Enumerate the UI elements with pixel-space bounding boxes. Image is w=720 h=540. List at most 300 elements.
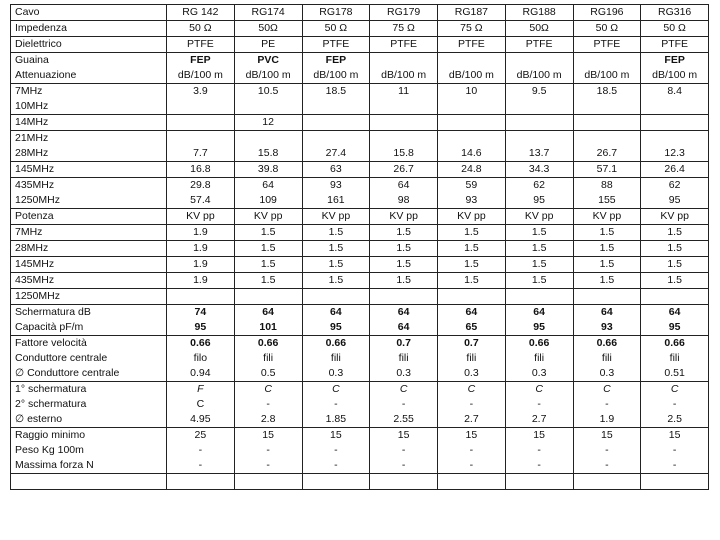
- value-cell: [167, 99, 235, 115]
- row-label: Potenza: [11, 209, 167, 225]
- value-cell: -: [370, 443, 438, 458]
- value-cell: [370, 131, 438, 147]
- value-cell: 2.55: [370, 412, 438, 428]
- value-cell: 24.8: [438, 162, 506, 178]
- value-cell: 1.5: [641, 273, 709, 289]
- value-cell: KV pp: [167, 209, 235, 225]
- row-label: Massima forza N: [11, 458, 167, 474]
- value-cell: [641, 99, 709, 115]
- value-cell: 1.5: [573, 273, 641, 289]
- row-label: 2° schermatura: [11, 397, 167, 412]
- value-cell: [573, 289, 641, 305]
- value-cell: 1.5: [234, 257, 302, 273]
- value-cell: -: [234, 458, 302, 474]
- value-cell: 15.8: [234, 146, 302, 162]
- table-row: [11, 162, 709, 178]
- table-row: [11, 115, 709, 131]
- header-cable: RG178: [302, 5, 370, 21]
- header-cable: RG187: [438, 5, 506, 21]
- value-cell: [234, 99, 302, 115]
- table-row: [11, 397, 709, 412]
- row-label: 28MHz: [11, 146, 167, 162]
- value-cell: [167, 289, 235, 305]
- value-cell: 1.5: [573, 225, 641, 241]
- value-cell: 88: [573, 178, 641, 194]
- value-cell: 1.5: [302, 257, 370, 273]
- table-row: [11, 257, 709, 273]
- value-cell: 1.5: [505, 257, 573, 273]
- value-cell: KV pp: [573, 209, 641, 225]
- value-cell: 95: [505, 320, 573, 336]
- value-cell: 3.9: [167, 84, 235, 100]
- value-cell: -: [438, 458, 506, 474]
- row-label: Schermatura dB: [11, 305, 167, 321]
- value-cell: 1.5: [438, 241, 506, 257]
- value-cell: 57.1: [573, 162, 641, 178]
- cable-specs-table: [10, 4, 709, 490]
- table-row: [11, 99, 709, 115]
- value-cell: dB/100 m: [370, 68, 438, 84]
- value-cell: 101: [234, 320, 302, 336]
- value-cell: 95: [641, 193, 709, 209]
- value-cell: [438, 53, 506, 69]
- value-cell: 14.6: [438, 146, 506, 162]
- value-cell: 57.4: [167, 193, 235, 209]
- row-label: 435MHz: [11, 178, 167, 194]
- table-row: [11, 146, 709, 162]
- value-cell: 0.5: [234, 366, 302, 382]
- header-cable: RG174: [234, 5, 302, 21]
- value-cell: KV pp: [302, 209, 370, 225]
- value-cell: -: [641, 397, 709, 412]
- value-cell: dB/100 m: [438, 68, 506, 84]
- value-cell: 0.3: [505, 366, 573, 382]
- value-cell: 64: [505, 305, 573, 321]
- value-cell: -: [438, 397, 506, 412]
- value-cell: 0.51: [641, 366, 709, 382]
- value-cell: 1.5: [302, 225, 370, 241]
- value-cell: KV pp: [641, 209, 709, 225]
- table-row: [11, 131, 709, 147]
- row-label: Raggio minimo: [11, 428, 167, 444]
- row-label: 7MHz: [11, 84, 167, 100]
- value-cell: fili: [438, 351, 506, 366]
- value-cell: fili: [641, 351, 709, 366]
- value-cell: 1.5: [573, 257, 641, 273]
- value-cell: 18.5: [573, 84, 641, 100]
- value-cell: PTFE: [438, 37, 506, 53]
- table-row: [11, 273, 709, 289]
- value-cell: -: [505, 458, 573, 474]
- value-cell: 0.7: [438, 336, 506, 352]
- table-row: [11, 37, 709, 53]
- value-cell: 95: [641, 320, 709, 336]
- row-label: 7MHz: [11, 225, 167, 241]
- row-label: Impedenza: [11, 21, 167, 37]
- table-row: [11, 412, 709, 428]
- value-cell: 26.7: [573, 146, 641, 162]
- value-cell: -: [302, 443, 370, 458]
- value-cell: [573, 53, 641, 69]
- value-cell: [234, 131, 302, 147]
- value-cell: 64: [573, 305, 641, 321]
- value-cell: 0.66: [573, 336, 641, 352]
- value-cell: [641, 131, 709, 147]
- value-cell: [370, 53, 438, 69]
- value-cell: [370, 115, 438, 131]
- value-cell: 1.9: [167, 257, 235, 273]
- value-cell: 109: [234, 193, 302, 209]
- value-cell: -: [370, 397, 438, 412]
- row-label: 1250MHz: [11, 289, 167, 305]
- value-cell: 10.5: [234, 84, 302, 100]
- row-label: 1° schermatura: [11, 382, 167, 398]
- value-cell: 0.3: [302, 366, 370, 382]
- value-cell: 1.5: [641, 241, 709, 257]
- value-cell: C: [167, 397, 235, 412]
- value-cell: 34.3: [505, 162, 573, 178]
- value-cell: 1.5: [505, 241, 573, 257]
- value-cell: 2.7: [505, 412, 573, 428]
- value-cell: 0.66: [302, 336, 370, 352]
- value-cell: 1.5: [370, 273, 438, 289]
- table-row: [11, 366, 709, 382]
- value-cell: 50 Ω: [167, 21, 235, 37]
- value-cell: fili: [234, 351, 302, 366]
- value-cell: [370, 474, 438, 490]
- value-cell: 98: [370, 193, 438, 209]
- value-cell: [167, 131, 235, 147]
- value-cell: -: [641, 443, 709, 458]
- value-cell: -: [438, 443, 506, 458]
- table-row: [11, 443, 709, 458]
- value-cell: [234, 289, 302, 305]
- value-cell: [370, 289, 438, 305]
- value-cell: 1.9: [167, 241, 235, 257]
- value-cell: 62: [641, 178, 709, 194]
- value-cell: 93: [573, 320, 641, 336]
- table-row: [11, 305, 709, 321]
- value-cell: 0.3: [438, 366, 506, 382]
- value-cell: [573, 474, 641, 490]
- value-cell: 18.5: [302, 84, 370, 100]
- value-cell: 16.8: [167, 162, 235, 178]
- value-cell: 1.5: [234, 225, 302, 241]
- value-cell: 50 Ω: [641, 21, 709, 37]
- row-label: 145MHz: [11, 162, 167, 178]
- value-cell: 12: [234, 115, 302, 131]
- value-cell: 0.3: [370, 366, 438, 382]
- value-cell: 2.7: [438, 412, 506, 428]
- value-cell: 64: [234, 305, 302, 321]
- value-cell: dB/100 m: [234, 68, 302, 84]
- value-cell: -: [505, 443, 573, 458]
- row-label: Attenuazione: [11, 68, 167, 84]
- table-row: [11, 209, 709, 225]
- value-cell: [302, 131, 370, 147]
- value-cell: dB/100 m: [505, 68, 573, 84]
- value-cell: -: [302, 397, 370, 412]
- value-cell: -: [573, 458, 641, 474]
- value-cell: 95: [167, 320, 235, 336]
- value-cell: 9.5: [505, 84, 573, 100]
- table-row: [11, 84, 709, 100]
- value-cell: 64: [370, 305, 438, 321]
- header-cable: RG188: [505, 5, 573, 21]
- value-cell: filo: [167, 351, 235, 366]
- value-cell: [167, 474, 235, 490]
- value-cell: [438, 115, 506, 131]
- value-cell: C: [370, 382, 438, 398]
- value-cell: 0.3: [573, 366, 641, 382]
- value-cell: 95: [505, 193, 573, 209]
- value-cell: 64: [370, 320, 438, 336]
- value-cell: 1.5: [505, 273, 573, 289]
- value-cell: 50Ω: [234, 21, 302, 37]
- value-cell: 2.8: [234, 412, 302, 428]
- value-cell: KV pp: [370, 209, 438, 225]
- value-cell: KV pp: [505, 209, 573, 225]
- value-cell: 15: [302, 428, 370, 444]
- value-cell: 1.9: [167, 273, 235, 289]
- value-cell: -: [573, 397, 641, 412]
- value-cell: 13.7: [505, 146, 573, 162]
- value-cell: C: [438, 382, 506, 398]
- value-cell: C: [234, 382, 302, 398]
- value-cell: 155: [573, 193, 641, 209]
- value-cell: [573, 131, 641, 147]
- value-cell: [505, 53, 573, 69]
- value-cell: 1.5: [505, 225, 573, 241]
- row-label: 21MHz: [11, 131, 167, 147]
- table-row: [11, 178, 709, 194]
- value-cell: 0.7: [370, 336, 438, 352]
- table-row: [11, 458, 709, 474]
- row-label: Fattore velocità: [11, 336, 167, 352]
- value-cell: -: [641, 458, 709, 474]
- value-cell: [438, 131, 506, 147]
- value-cell: 50 Ω: [573, 21, 641, 37]
- value-cell: 1.5: [438, 257, 506, 273]
- value-cell: 1.9: [573, 412, 641, 428]
- value-cell: PTFE: [302, 37, 370, 53]
- value-cell: 0.66: [641, 336, 709, 352]
- value-cell: dB/100 m: [167, 68, 235, 84]
- value-cell: F: [167, 382, 235, 398]
- value-cell: 15: [370, 428, 438, 444]
- value-cell: KV pp: [234, 209, 302, 225]
- table-body: [11, 5, 709, 490]
- value-cell: 63: [302, 162, 370, 178]
- value-cell: [302, 474, 370, 490]
- value-cell: -: [167, 443, 235, 458]
- value-cell: C: [505, 382, 573, 398]
- value-cell: dB/100 m: [573, 68, 641, 84]
- value-cell: [302, 115, 370, 131]
- value-cell: 29.8: [167, 178, 235, 194]
- value-cell: -: [234, 397, 302, 412]
- value-cell: -: [302, 458, 370, 474]
- header-cable: RG 142: [167, 5, 235, 21]
- table-row: [11, 289, 709, 305]
- value-cell: 15: [438, 428, 506, 444]
- value-cell: dB/100 m: [302, 68, 370, 84]
- value-cell: 0.94: [167, 366, 235, 382]
- value-cell: fili: [370, 351, 438, 366]
- value-cell: -: [370, 458, 438, 474]
- value-cell: 1.5: [641, 257, 709, 273]
- value-cell: [167, 115, 235, 131]
- row-label: 145MHz: [11, 257, 167, 273]
- value-cell: fili: [505, 351, 573, 366]
- value-cell: 8.4: [641, 84, 709, 100]
- value-cell: [641, 115, 709, 131]
- value-cell: C: [641, 382, 709, 398]
- row-label: Peso Kg 100m: [11, 443, 167, 458]
- value-cell: PTFE: [167, 37, 235, 53]
- row-label: Capacità pF/m: [11, 320, 167, 336]
- table-row: [11, 68, 709, 84]
- table-row: [11, 351, 709, 366]
- value-cell: 64: [438, 305, 506, 321]
- value-cell: 10: [438, 84, 506, 100]
- value-cell: C: [302, 382, 370, 398]
- row-label: ∅ Conduttore centrale: [11, 366, 167, 382]
- value-cell: [641, 474, 709, 490]
- value-cell: [505, 99, 573, 115]
- value-cell: 1.5: [641, 225, 709, 241]
- value-cell: 50 Ω: [302, 21, 370, 37]
- table-row: [11, 428, 709, 444]
- value-cell: [505, 131, 573, 147]
- value-cell: -: [167, 458, 235, 474]
- value-cell: FEP: [167, 53, 235, 69]
- value-cell: 1.5: [438, 273, 506, 289]
- value-cell: 26.7: [370, 162, 438, 178]
- value-cell: 93: [302, 178, 370, 194]
- value-cell: 12.3: [641, 146, 709, 162]
- value-cell: 26.4: [641, 162, 709, 178]
- header-cable: RG316: [641, 5, 709, 21]
- table-row: [11, 474, 709, 490]
- value-cell: PVC: [234, 53, 302, 69]
- row-label: Dielettrico: [11, 37, 167, 53]
- row-label: Conduttore centrale: [11, 351, 167, 366]
- header-label: Cavo: [11, 5, 167, 21]
- value-cell: 1.5: [234, 241, 302, 257]
- value-cell: [234, 474, 302, 490]
- value-cell: 15: [234, 428, 302, 444]
- value-cell: 50Ω: [505, 21, 573, 37]
- value-cell: 65: [438, 320, 506, 336]
- value-cell: 1.85: [302, 412, 370, 428]
- value-cell: [370, 99, 438, 115]
- value-cell: FEP: [641, 53, 709, 69]
- value-cell: 15: [505, 428, 573, 444]
- value-cell: 1.5: [370, 257, 438, 273]
- value-cell: PTFE: [573, 37, 641, 53]
- value-cell: 75 Ω: [438, 21, 506, 37]
- value-cell: C: [573, 382, 641, 398]
- value-cell: -: [573, 443, 641, 458]
- value-cell: 64: [234, 178, 302, 194]
- value-cell: [505, 474, 573, 490]
- value-cell: [573, 99, 641, 115]
- value-cell: 1.5: [302, 273, 370, 289]
- value-cell: 93: [438, 193, 506, 209]
- value-cell: 64: [641, 305, 709, 321]
- value-cell: fili: [302, 351, 370, 366]
- value-cell: [505, 289, 573, 305]
- row-label: 1250MHz: [11, 193, 167, 209]
- value-cell: [641, 289, 709, 305]
- value-cell: 1.5: [573, 241, 641, 257]
- value-cell: 0.66: [167, 336, 235, 352]
- value-cell: PTFE: [370, 37, 438, 53]
- table-row: [11, 241, 709, 257]
- value-cell: 59: [438, 178, 506, 194]
- value-cell: [302, 99, 370, 115]
- value-cell: 1.5: [234, 273, 302, 289]
- row-label: 435MHz: [11, 273, 167, 289]
- value-cell: 161: [302, 193, 370, 209]
- row-label: ∅ esterno: [11, 412, 167, 428]
- header-row: [11, 5, 709, 21]
- value-cell: -: [234, 443, 302, 458]
- header-cable: RG179: [370, 5, 438, 21]
- value-cell: 27.4: [302, 146, 370, 162]
- table-row: [11, 53, 709, 69]
- row-label: 28MHz: [11, 241, 167, 257]
- value-cell: 62: [505, 178, 573, 194]
- value-cell: 95: [302, 320, 370, 336]
- value-cell: 25: [167, 428, 235, 444]
- value-cell: [302, 289, 370, 305]
- value-cell: 0.66: [234, 336, 302, 352]
- table-row: [11, 382, 709, 398]
- value-cell: [438, 474, 506, 490]
- value-cell: 64: [370, 178, 438, 194]
- table-row: [11, 336, 709, 352]
- value-cell: 15.8: [370, 146, 438, 162]
- value-cell: 7.7: [167, 146, 235, 162]
- value-cell: 11: [370, 84, 438, 100]
- value-cell: dB/100 m: [641, 68, 709, 84]
- value-cell: KV pp: [438, 209, 506, 225]
- row-label: [11, 474, 167, 490]
- table-row: [11, 320, 709, 336]
- table-row: [11, 193, 709, 209]
- table-row: [11, 225, 709, 241]
- value-cell: [438, 99, 506, 115]
- value-cell: PTFE: [505, 37, 573, 53]
- value-cell: 2.5: [641, 412, 709, 428]
- value-cell: FEP: [302, 53, 370, 69]
- row-label: Guaina: [11, 53, 167, 69]
- value-cell: fili: [573, 351, 641, 366]
- value-cell: [505, 115, 573, 131]
- value-cell: PE: [234, 37, 302, 53]
- value-cell: 74: [167, 305, 235, 321]
- value-cell: 15: [641, 428, 709, 444]
- value-cell: 0.66: [505, 336, 573, 352]
- value-cell: 4.95: [167, 412, 235, 428]
- value-cell: PTFE: [641, 37, 709, 53]
- value-cell: 1.9: [167, 225, 235, 241]
- value-cell: [573, 115, 641, 131]
- value-cell: 15: [573, 428, 641, 444]
- value-cell: 64: [302, 305, 370, 321]
